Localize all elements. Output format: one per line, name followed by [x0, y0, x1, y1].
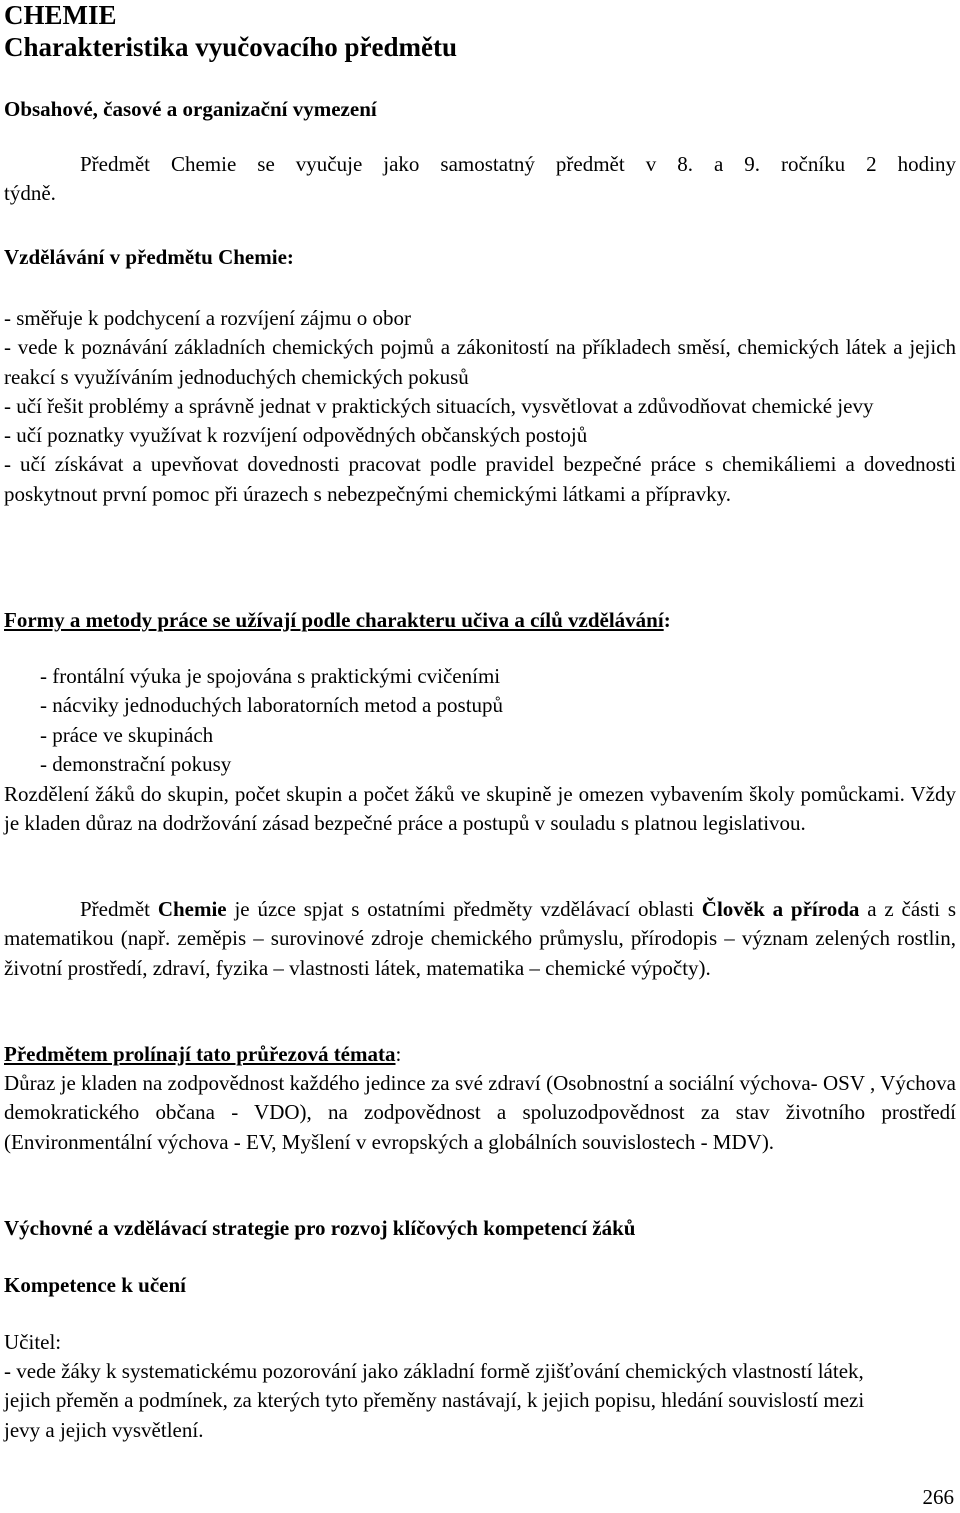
methods-heading-text: Formy a metody práce se užívají podle charakteru učiva a cílů vzdělávání	[4, 608, 664, 632]
relations-text: je úzce spjat s ostatními předměty vzdělávací oblasti	[226, 897, 702, 921]
list-item: - vede k poznávání základních chemických pojmů a zákonitostí na příkladech směsí, chemických látek a jejich reakcí s využíváním jednoduchých chemických pokusů	[4, 335, 956, 389]
content-paragraph-line: Předmět Chemie se vyučuje jako samostatný předmět v 8. a 9. ročníku 2 hodiny	[80, 152, 956, 176]
methods-paragraph: Rozdělení žáků do skupin, počet skupin a počet žáků ve skupině je omezen vybavením školy pomůckami. Vždy je kladen důraz na dodržování zásad bezpečné práce a postupů v souladu s platnou legislativou.	[4, 782, 956, 836]
relations-text: Předmět	[80, 897, 158, 921]
section-heading-methods	[4, 606, 671, 634]
content-paragraph-tail: týdně.	[4, 181, 56, 206]
themes-heading-colon: :	[395, 1042, 402, 1066]
list-item: - nácviky jednoduchých laboratorních metod a postupů	[40, 693, 504, 718]
list-item: - učí poznatky využívat k rozvíjení odpovědných občanských postojů	[4, 423, 588, 448]
list-item: - směřuje k podchycení a rozvíjení zájmu o obor	[4, 306, 412, 330]
list-item: - demonstrační pokusy	[40, 751, 232, 776]
list-item: - učí řešit problémy a správně jednat v praktických situacích, vysvětlovat a zdůvodňovat chemické jevy	[4, 393, 874, 418]
themes-heading-text: Předmětem prolínají tato průřezová témata	[4, 1042, 396, 1066]
teacher-label: Učitel:	[4, 1330, 62, 1354]
list-item: - učí získávat a upevňovat dovednosti pracovat podle pravidel bezpečné práce s chemikáliemi a dovednosti poskytnout první pomoc při úrazech s nebezpečnými chemickými látkami a přípravky.	[4, 452, 956, 506]
document-subtitle: Charakteristika vyučovacího předmětu	[4, 32, 457, 62]
document-title: CHEMIE	[4, 0, 117, 30]
relations-subject: Chemie	[157, 897, 227, 921]
list-item: - práce ve skupinách	[40, 722, 214, 747]
methods-heading-colon: :	[663, 608, 671, 632]
relations-area: Člověk a příroda	[701, 897, 860, 921]
list-item: - frontální výuka je spojována s praktickými cvičeními	[40, 664, 501, 688]
methods-list	[40, 662, 940, 779]
section-heading-education: Vzdělávání v předmětu Chemie:	[4, 245, 294, 269]
section-heading-competence: Kompetence k učení	[4, 1273, 186, 1297]
section-heading-themes	[4, 1040, 401, 1068]
relations-paragraph	[4, 895, 956, 983]
education-list	[4, 304, 956, 509]
content-paragraph	[4, 150, 956, 209]
page-number: 266	[922, 1485, 954, 1509]
themes-paragraph: Důraz je kladen na zodpovědnost každého jedince za své zdraví (Osobnostní a sociální výchova- OSV , Výchova demokratického občana - VDO), na zodpovědnost a spoluzodpovědnost za stav životního prostředí (Environmentální výchova - EV, Myšlení v evropských a globálních souvislostech - MDV).	[4, 1071, 956, 1154]
section-heading-content: Obsahové, časové a organizační vymezení	[4, 97, 377, 121]
relations-text: a z části s matematikou (např. zeměpis – surovinové zdroje chemického průmyslu, přírodopis – význam zelených rostlin, životní prostředí, zdraví, fyzika – vlastnosti látek, matematika – chemické výpočty).	[4, 897, 956, 980]
section-heading-strategies: Výchovné a vzdělávací strategie pro rozvoj klíčových kompetencí žáků	[4, 1216, 636, 1240]
competence-list	[4, 1357, 904, 1445]
list-item: - vede žáky k systematickému pozorování jako základní formě zjišťování chemických vlastností látek, jejich přeměn a podmínek, za kterých tyto přeměny nastávají, k jejich popisu, hledání souvislostí mezi jevy a jejich vysvětlení.	[4, 1359, 865, 1442]
